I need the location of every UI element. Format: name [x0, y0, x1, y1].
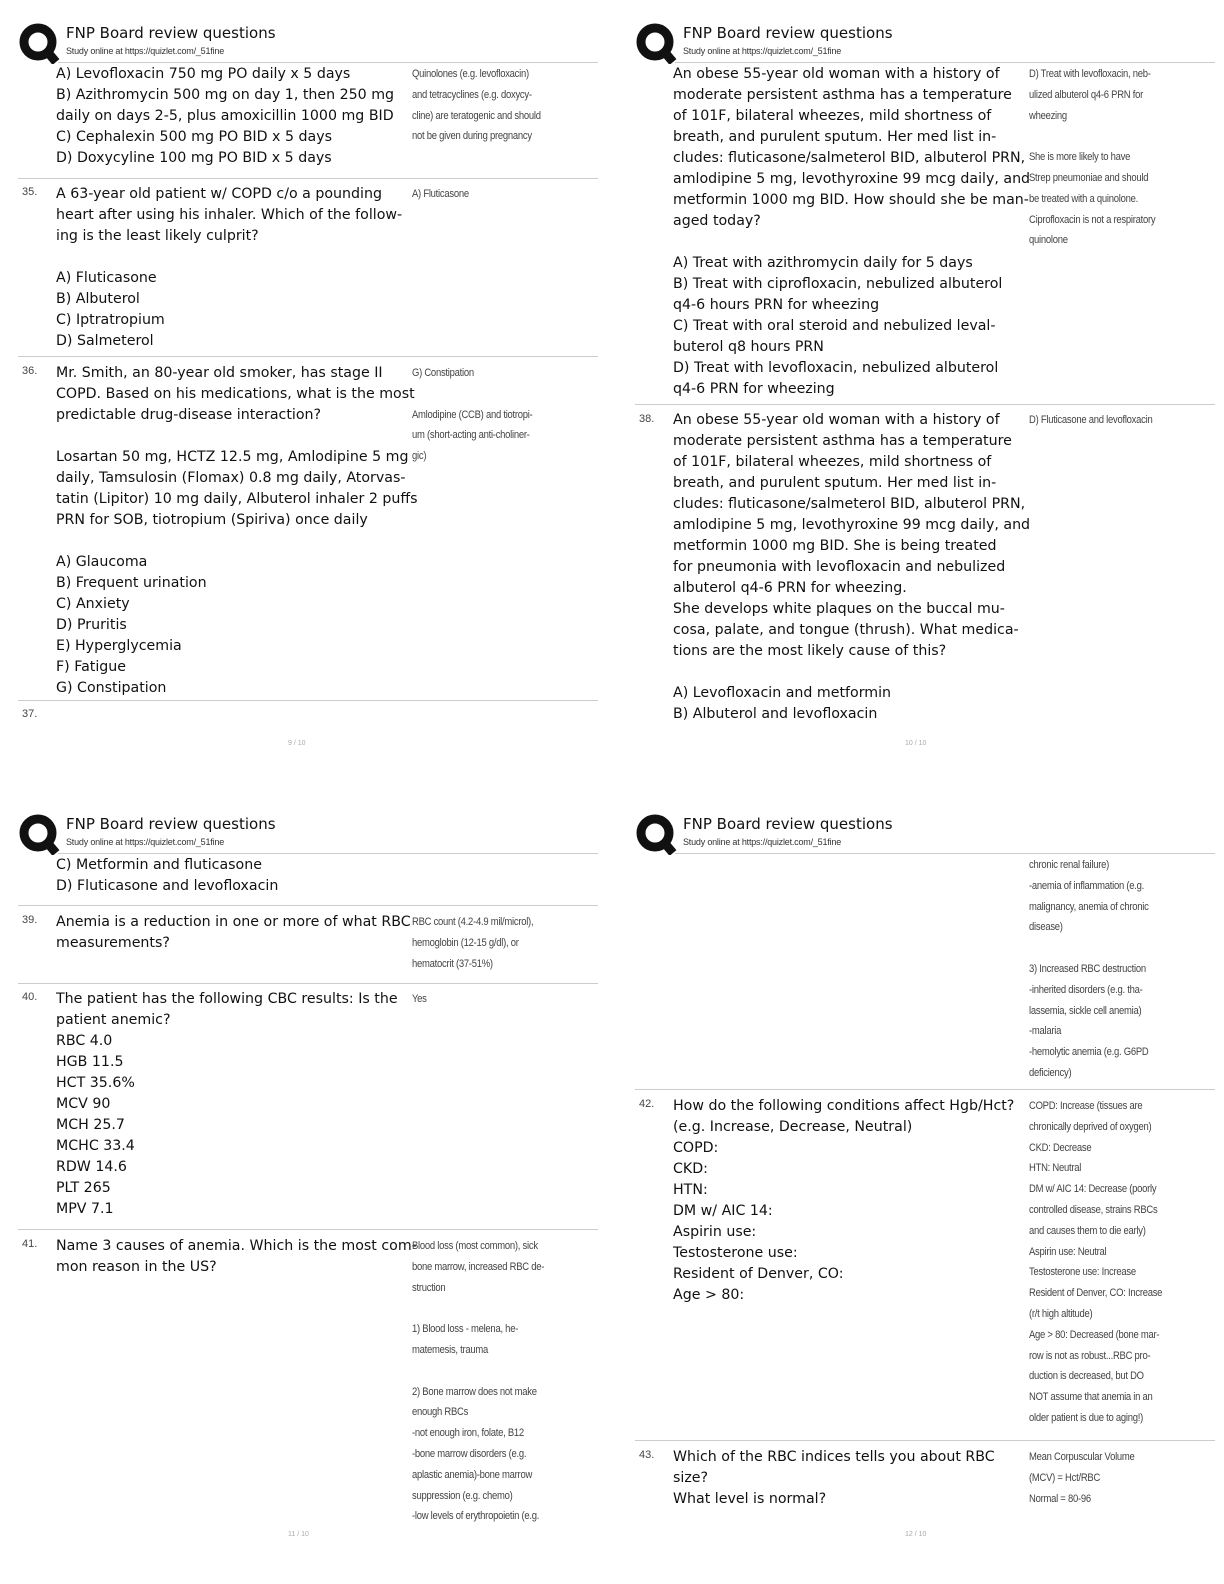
question-number: 43.	[639, 1449, 655, 1461]
header-title: FNP Board review questions	[66, 24, 276, 42]
question-divider	[635, 1440, 1215, 1441]
quizlet-logo-icon	[635, 22, 677, 64]
answer-text: D) Treat with levofloxacin, neb- ulized albuterol q4-6 PRN for wheezing She is more likely to have Strep pneumoniae and should be treated with a quinolone. Ciprofloxacin is not a respiratory quinolone	[1029, 68, 1156, 247]
header-divider	[675, 853, 1215, 854]
header-divider	[58, 853, 598, 854]
header-subtitle: Study online at https://quizlet.com/_51fine	[66, 46, 225, 56]
question-divider	[18, 905, 598, 906]
question-text: How do the following conditions affect Hgb/Hct? (e.g. Increase, Decrease, Neutral) COPD: CKD: HTN: DM w/ AIC 14: Aspirin use: Testosterone use: Resident of Denver, CO: Age > 80:	[673, 1098, 1015, 1303]
question-text: An obese 55-year old woman with a history of moderate persistent asthma has a temperature of 101F, bilateral wheezes, mild shortness of breath, and purulent sputum. Her med list in- cludes: fluticasone/salmeterol BID, albuterol PRN, amlodipine 5 mg, levothyroxine 99 mcg daily, and metformin 1000 mg BID. She is being treated for pneumonia with levofloxacin and nebulized albuterol q4-6 PRN for wheezing. She develops white plaques on the buccal mu- cosa, palate, and tongue (thrush). What medica- tions are the most likely cause of this? A) Levofloxacin and metformin B) Albuterol and levofloxacin	[673, 412, 1031, 722]
answer-text: RBC count (4.2-4.9 mil/microl), hemoglobin (12-15 g/dl), or hematocrit (37-51%)	[412, 916, 534, 970]
question-options: A) Levofloxacin 750 mg PO daily x 5 days B) Azithromycin 500 mg on day 1, then 250 mg daily on days 2-5, plus amoxicillin 1000 mg BID C) Cephalexin 500 mg PO BID x 5 days D) Doxycyline 100 mg PO BID x 5 days	[56, 66, 395, 166]
question-text: The patient has the following CBC results: Is the patient anemic? RBC 4.0 HGB 11.5 HCT 35.6% MCV 90 MCH 25.7 MCHC 33.4 RDW 14.6 PLT 265 MPV 7.1	[56, 991, 398, 1217]
page-3	[18, 813, 598, 1583]
header-title: FNP Board review questions	[683, 24, 893, 42]
page-number: 11 / 10	[288, 1531, 309, 1538]
question-number: 42.	[639, 1098, 655, 1110]
question-options: C) Metformin and fluticasone D) Fluticasone and levofloxacin	[56, 857, 279, 894]
answer-text: G) Constipation Amlodipine (CCB) and tiotropi- um (short-acting anti-choliner- gic)	[412, 367, 533, 463]
question-divider	[18, 178, 598, 179]
answer-text: COPD: Increase (tissues are chronically deprived of oxygen) CKD: Decrease HTN: Neutral DM w/ AIC 14: Decrease (poorly controlled disease, strains RBCs and causes them to die early) Aspirin use: Neutral Testosterone use: Increase Resident of Denver, CO: Increase (r/t high altitude) Age > 80: Decreased (bone mar- row is not as robust...RBC pro- duction is decreased, but DO NOT assume that anemia in an older patient is due to aging!)	[1029, 1100, 1163, 1424]
quizlet-logo-icon	[18, 22, 60, 64]
header-title: FNP Board review questions	[683, 815, 893, 833]
page-1	[18, 22, 598, 792]
question-divider	[635, 1089, 1215, 1090]
answer-text: Quinolones (e.g. levofloxacin) and tetracyclines (e.g. doxycy- cline) are teratogenic and should not be given during pregnancy	[412, 68, 541, 143]
header-title: FNP Board review questions	[66, 815, 276, 833]
question-text: Name 3 causes of anemia. Which is the most com- mon reason in the US?	[56, 1238, 417, 1275]
page-2	[635, 22, 1215, 792]
question-divider	[18, 1229, 598, 1230]
question-divider	[635, 404, 1215, 405]
question-text: Anemia is a reduction in one or more of what RBC measurements?	[56, 914, 411, 951]
page-number: 9 / 10	[288, 740, 306, 747]
question-text: Mr. Smith, an 80-year old smoker, has stage II COPD. Based on his medications, what is the most predictable drug-disease interaction? Losartan 50 mg, HCTZ 12.5 mg, Amlodipine 5 mg daily, Tamsulosin (Flomax) 0.8 mg daily, Atorvas- tatin (Lipitor) 10 mg daily, Albuterol inhaler 2 puffs PRN for SOB, tiotropium (Spiriva) once daily A) Glaucoma B) Frequent urination C) Anxiety D) Pruritis E) Hyperglycemia F) Fatigue G) Constipation	[56, 365, 418, 696]
answer-text: chronic renal failure) -anemia of inflammation (e.g. malignancy, anemia of chronic disease) 3) Increased RBC destruction -inherited disorders (e.g. tha- lassemia, sickle cell anemia) -malaria -hemolytic anemia (e.g. G6PD deficiency)	[1029, 859, 1149, 1079]
question-text: A 63-year old patient w/ COPD c/o a pounding heart after using his inhaler. Which of the follow- ing is the least likely culprit? A) Fluticasone B) Albuterol C) Iptratropium D) Salmeterol	[56, 186, 403, 349]
question-number: 40.	[22, 991, 38, 1003]
question-number: 39.	[22, 914, 38, 926]
answer-text: D) Fluticasone and levofloxacin	[1029, 414, 1153, 426]
question-text: An obese 55-year old woman with a history of moderate persistent asthma has a temperature of 101F, bilateral wheezes, mild shortness of breath, and purulent sputum. Her med list in- cludes: fluticasone/salmeterol BID, albuterol PRN, amlodipine 5 mg, levothyroxine 99 mcg daily, and metformin 1000 mg BID. How should she be man- aged today? A) Treat with azithromycin daily for 5 days B) Treat with ciprofloxacin, nebulized albuterol q4-6 hours PRN for wheezing C) Treat with oral steroid and nebulized leval- buterol q8 hours PRN D) Treat with levofloxacin, nebulized albuterol q4-6 PRN for wheezing	[673, 66, 1031, 397]
question-number: 38.	[639, 413, 655, 425]
question-divider	[18, 700, 598, 701]
answer-text: Blood loss (most common), sick bone marrow, increased RBC de- struction 1) Blood loss - melena, he- matemesis, trauma 2) Bone marrow does not make enough RBCs -not enough iron, folate, B12 -bone marrow disorders (e.g. aplastic anemia)-bone marrow suppression (e.g. chemo) -low levels of erythropoietin (e.g.	[412, 1240, 545, 1523]
answer-text: Mean Corpuscular Volume (MCV) = Hct/RBC Normal = 80-96	[1029, 1451, 1135, 1505]
question-number: 37.	[22, 708, 38, 720]
question-number: 35.	[22, 186, 38, 198]
header-subtitle: Study online at https://quizlet.com/_51fine	[683, 837, 842, 847]
page-number: 10 / 10	[905, 740, 927, 747]
header-divider	[675, 62, 1215, 63]
question-number: 41.	[22, 1238, 38, 1250]
quizlet-logo-icon	[18, 813, 60, 855]
question-text: Which of the RBC indices tells you about RBC size? What level is normal?	[673, 1449, 995, 1507]
header-divider	[58, 62, 598, 63]
question-divider	[18, 356, 598, 357]
answer-text: Yes	[412, 993, 427, 1005]
page-4	[635, 813, 1215, 1583]
answer-text: A) Fluticasone	[412, 188, 469, 200]
question-divider	[18, 983, 598, 984]
header-subtitle: Study online at https://quizlet.com/_51fine	[683, 46, 842, 56]
header-subtitle: Study online at https://quizlet.com/_51fine	[66, 837, 225, 847]
page-number: 12 / 10	[905, 1531, 927, 1538]
quizlet-logo-icon	[635, 813, 677, 855]
question-number: 36.	[22, 365, 38, 377]
